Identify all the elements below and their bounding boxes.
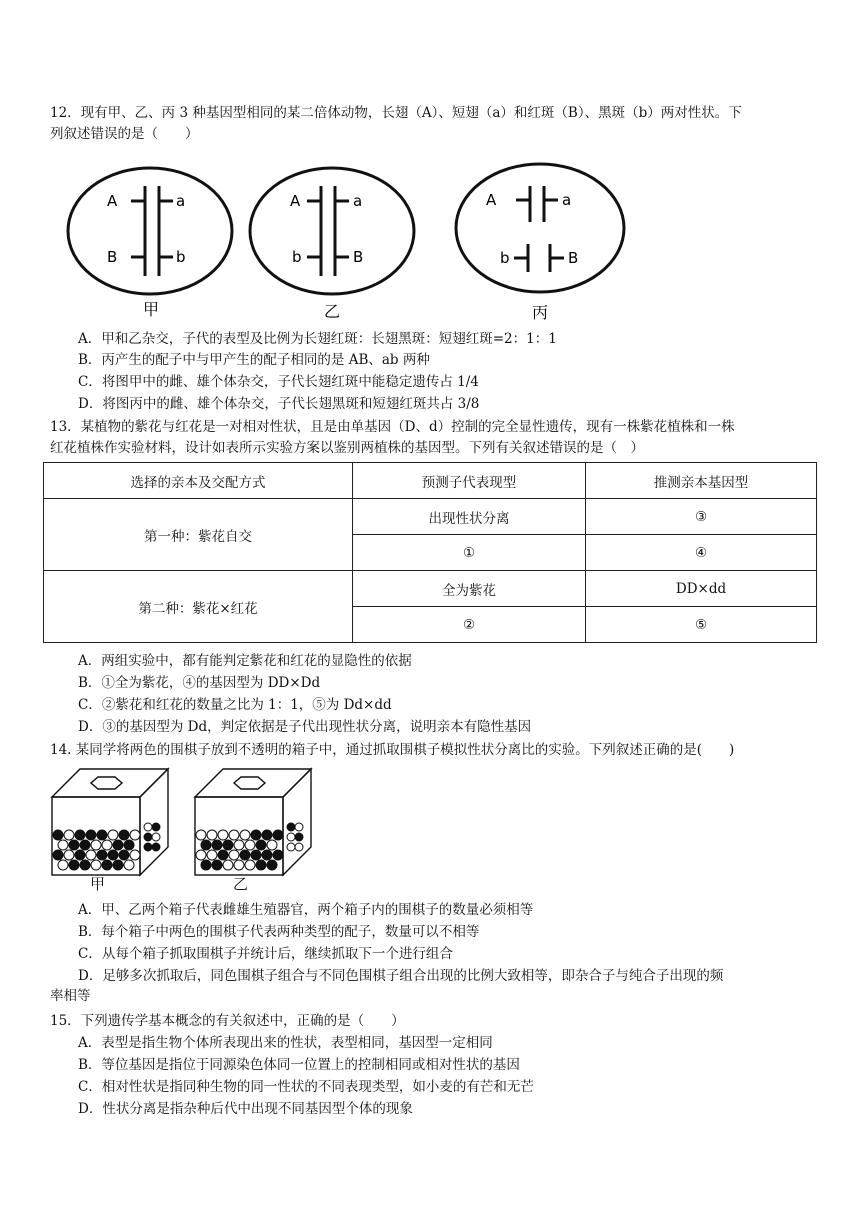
go-stone bbox=[102, 840, 112, 850]
yi-allele-tl: A bbox=[290, 192, 301, 210]
q14-option-b: B．每个箱子中两色的围棋子代表两种类型的配子，数量可以不相等 bbox=[78, 924, 480, 940]
go-stone bbox=[75, 850, 85, 860]
jia-allele-bl: B bbox=[107, 248, 118, 266]
go-stone bbox=[234, 860, 244, 870]
go-stone bbox=[64, 850, 74, 860]
go-stone bbox=[287, 833, 295, 841]
yi-allele-tr: a bbox=[353, 192, 363, 210]
q15-option-d: D．性状分离是指杂种后代中出现不同基因型个体的现象 bbox=[78, 1101, 413, 1117]
q13-option-c: C．②紫花和红花的数量之比为 1：1，⑤为 Dd×dd bbox=[78, 697, 392, 713]
q14-option-d bbox=[50, 966, 823, 1006]
table-header-row bbox=[44, 463, 817, 499]
go-stone bbox=[212, 840, 222, 850]
go-stone bbox=[256, 860, 266, 870]
go-stones-yi bbox=[196, 823, 303, 870]
go-stone bbox=[218, 850, 228, 860]
q12-option-c: C．将图甲中的雌、雄个体杂交，子代长翅红斑中能稳定遗传占 1/4 bbox=[78, 374, 479, 390]
table-row bbox=[44, 571, 817, 607]
go-stones-jia bbox=[53, 823, 160, 870]
go-stone bbox=[240, 830, 250, 840]
go-stone bbox=[86, 850, 96, 860]
cell-yi bbox=[250, 168, 414, 321]
q15-option-b: B．等位基因是指位于同源染色体同一位置上的控制相同或相对性状的基因 bbox=[78, 1057, 520, 1073]
go-stone bbox=[113, 860, 123, 870]
go-stone bbox=[207, 850, 217, 860]
go-stone bbox=[58, 860, 68, 870]
go-stone bbox=[234, 840, 244, 850]
go-stone bbox=[97, 830, 107, 840]
go-stone bbox=[108, 830, 118, 840]
go-stone bbox=[245, 840, 255, 850]
go-stone bbox=[212, 860, 222, 870]
bing-allele-tl: A bbox=[486, 191, 497, 209]
group2-row1-genotype: DD×dd bbox=[586, 571, 817, 607]
go-stone bbox=[295, 843, 303, 851]
go-stone bbox=[201, 840, 211, 850]
go-stone bbox=[58, 840, 68, 850]
go-stone bbox=[119, 850, 129, 860]
go-stone bbox=[196, 830, 206, 840]
cell-jia bbox=[68, 168, 232, 319]
bing-allele-bl: b bbox=[500, 249, 510, 267]
bing-label: 丙 bbox=[532, 303, 549, 322]
go-stone bbox=[69, 860, 79, 870]
jia-label: 甲 bbox=[143, 300, 160, 319]
go-stone bbox=[240, 850, 250, 860]
group1-row2-genotype: ④ bbox=[586, 535, 817, 571]
group2-row2-offspring: ② bbox=[353, 607, 586, 643]
header-offspring: 预测子代表现型 bbox=[353, 463, 586, 499]
q13-option-d: D．③的基因型为 Dd，判定依据是子代出现性状分离，说明亲本有隐性基因 bbox=[78, 719, 532, 735]
jia-allele-br: b bbox=[176, 248, 186, 266]
q13-stem-line1: 13．某植物的紫花与红花是一对相对性状，且是由单基因（D、d）控制的完全显性遗传，现有一株紫花植株和一株 bbox=[50, 419, 735, 435]
q13-option-a: A．两组实验中，都有能判定紫花和红花的显隐性的依据 bbox=[78, 653, 412, 669]
go-stone bbox=[196, 850, 206, 860]
box-yi-label: 乙 bbox=[233, 875, 249, 893]
go-stone bbox=[273, 830, 283, 840]
q15-option-a: A．表型是指生物个体所表现出来的性状，表型相同，基因型一定相同 bbox=[78, 1035, 493, 1051]
go-stone bbox=[130, 850, 140, 860]
go-stone bbox=[102, 860, 112, 870]
go-stone bbox=[130, 830, 140, 840]
table-row bbox=[44, 499, 817, 535]
go-stone bbox=[80, 860, 90, 870]
go-stone bbox=[86, 830, 96, 840]
q15-stem: 15．下列遗传学基本概念的有关叙述中，正确的是（ ） bbox=[50, 1013, 405, 1029]
q13-option-b: B．①全为紫花，④的基因型为 DD×Dd bbox=[78, 675, 321, 691]
group1-label: 第一种：紫花自交 bbox=[44, 499, 353, 571]
go-stone bbox=[262, 830, 272, 840]
q13-stem-line2: 红花植株作实验材料，设计如表所示实验方案以鉴别两植株的基因型。下列有关叙述错误的是（ ） bbox=[50, 440, 644, 456]
q14-option-c: C．从每个箱子抓取围棋子并统计后，继续抓取下一个进行组合 bbox=[78, 946, 453, 962]
go-stone bbox=[69, 840, 79, 850]
yi-allele-bl: b bbox=[292, 248, 302, 266]
jia-allele-tl: A bbox=[107, 192, 118, 210]
q12-chromosome-figure bbox=[55, 158, 475, 326]
go-stone bbox=[287, 843, 295, 851]
go-stone bbox=[218, 830, 228, 840]
group2-row2-genotype: ⑤ bbox=[586, 607, 817, 643]
q14-stem: 14. 某同学将两色的围棋子放到不透明的箱子中，通过抓取围棋子模拟性状分离比的实验。下列叙述正确的是( ) bbox=[50, 742, 735, 758]
q12-option-d: D．将图丙中的雌、雄个体杂交，子代长翅黑斑和短翅红斑共占 3/8 bbox=[78, 396, 480, 412]
group1-row1-offspring: 出现性状分离 bbox=[353, 499, 586, 535]
go-stone bbox=[295, 833, 303, 841]
go-stone bbox=[287, 823, 295, 831]
go-stone bbox=[223, 840, 233, 850]
group1-row1-genotype: ③ bbox=[586, 499, 817, 535]
yi-allele-br: B bbox=[353, 248, 364, 266]
go-stone bbox=[262, 850, 272, 860]
go-stone bbox=[53, 850, 63, 860]
yi-label: 乙 bbox=[324, 302, 341, 321]
q14-box-figure bbox=[50, 765, 340, 895]
go-stone bbox=[91, 840, 101, 850]
go-stone bbox=[144, 833, 152, 841]
go-stone bbox=[80, 840, 90, 850]
go-stone bbox=[108, 850, 118, 860]
q12-stem-line1: 12．现有甲、乙、丙 3 种基因型相同的某二倍体动物，长翅（A）、短翅（a）和红斑（B）、黑斑（b）两对性状。下 bbox=[50, 105, 742, 121]
box-jia bbox=[52, 769, 168, 893]
header-genotype: 推测亲本基因型 bbox=[586, 463, 817, 499]
go-stone bbox=[75, 830, 85, 840]
go-stone bbox=[124, 840, 134, 850]
go-stone bbox=[152, 833, 160, 841]
bing-allele-br: B bbox=[568, 249, 579, 267]
go-stone bbox=[152, 843, 160, 851]
q14-option-d-line2: 率相等 bbox=[50, 988, 91, 1004]
go-stone bbox=[53, 830, 63, 840]
go-stone bbox=[207, 830, 217, 840]
jia-allele-tr: a bbox=[176, 192, 186, 210]
q14-option-a: A．甲、乙两个箱子代表雌雄生殖器官，两个箱子内的围棋子的数量必须相等 bbox=[78, 902, 534, 918]
q12-option-a: A．甲和乙杂交，子代的表型及比例为长翅红斑：长翅黑斑：短翅红斑=2：1：1 bbox=[78, 331, 557, 347]
go-stone bbox=[113, 840, 123, 850]
q12-option-b: B．丙产生的配子中与甲产生的配子相同的是 AB、ab 两种 bbox=[78, 352, 430, 368]
box-jia-label: 甲 bbox=[90, 875, 106, 893]
go-stone bbox=[152, 823, 160, 831]
go-stone bbox=[91, 860, 101, 870]
go-stone bbox=[229, 850, 239, 860]
q12-stem bbox=[50, 103, 820, 145]
cell-bing bbox=[456, 164, 624, 322]
go-stone bbox=[144, 843, 152, 851]
go-stone bbox=[267, 840, 277, 850]
q12-cell-bing-figure bbox=[440, 158, 640, 326]
go-stone bbox=[273, 850, 283, 860]
go-stone bbox=[97, 850, 107, 860]
go-stone bbox=[267, 860, 277, 870]
group1-row2-offspring: ① bbox=[353, 535, 586, 571]
go-stone bbox=[223, 860, 233, 870]
go-stone bbox=[295, 823, 303, 831]
go-stone bbox=[256, 840, 266, 850]
go-stone bbox=[201, 860, 211, 870]
header-parents: 选择的亲本及交配方式 bbox=[44, 463, 353, 499]
box-yi bbox=[195, 769, 311, 893]
go-stone bbox=[119, 830, 129, 840]
q13-experiment-table bbox=[43, 462, 817, 643]
go-stone bbox=[251, 850, 261, 860]
group2-row1-offspring: 全为紫花 bbox=[353, 571, 586, 607]
q13-stem bbox=[50, 417, 820, 459]
q12-stem-line2: 列叙述错误的是（ ） bbox=[50, 126, 199, 142]
q15-option-c: C．相对性状是指同种生物的同一性状的不同表现类型，如小麦的有芒和无芒 bbox=[78, 1079, 534, 1095]
go-stone bbox=[124, 860, 134, 870]
q14-option-d-line1: D．足够多次抓取后，同色围棋子组合与不同色围棋子组合出现的比例大致相等，即杂合子与纯合子出现的频 bbox=[78, 968, 724, 984]
go-stone bbox=[144, 823, 152, 831]
bing-allele-tr: a bbox=[562, 191, 572, 209]
go-stone bbox=[64, 830, 74, 840]
go-stone bbox=[251, 830, 261, 840]
go-stone bbox=[229, 830, 239, 840]
go-stone bbox=[245, 860, 255, 870]
group2-label: 第二种：紫花×红花 bbox=[44, 571, 353, 643]
